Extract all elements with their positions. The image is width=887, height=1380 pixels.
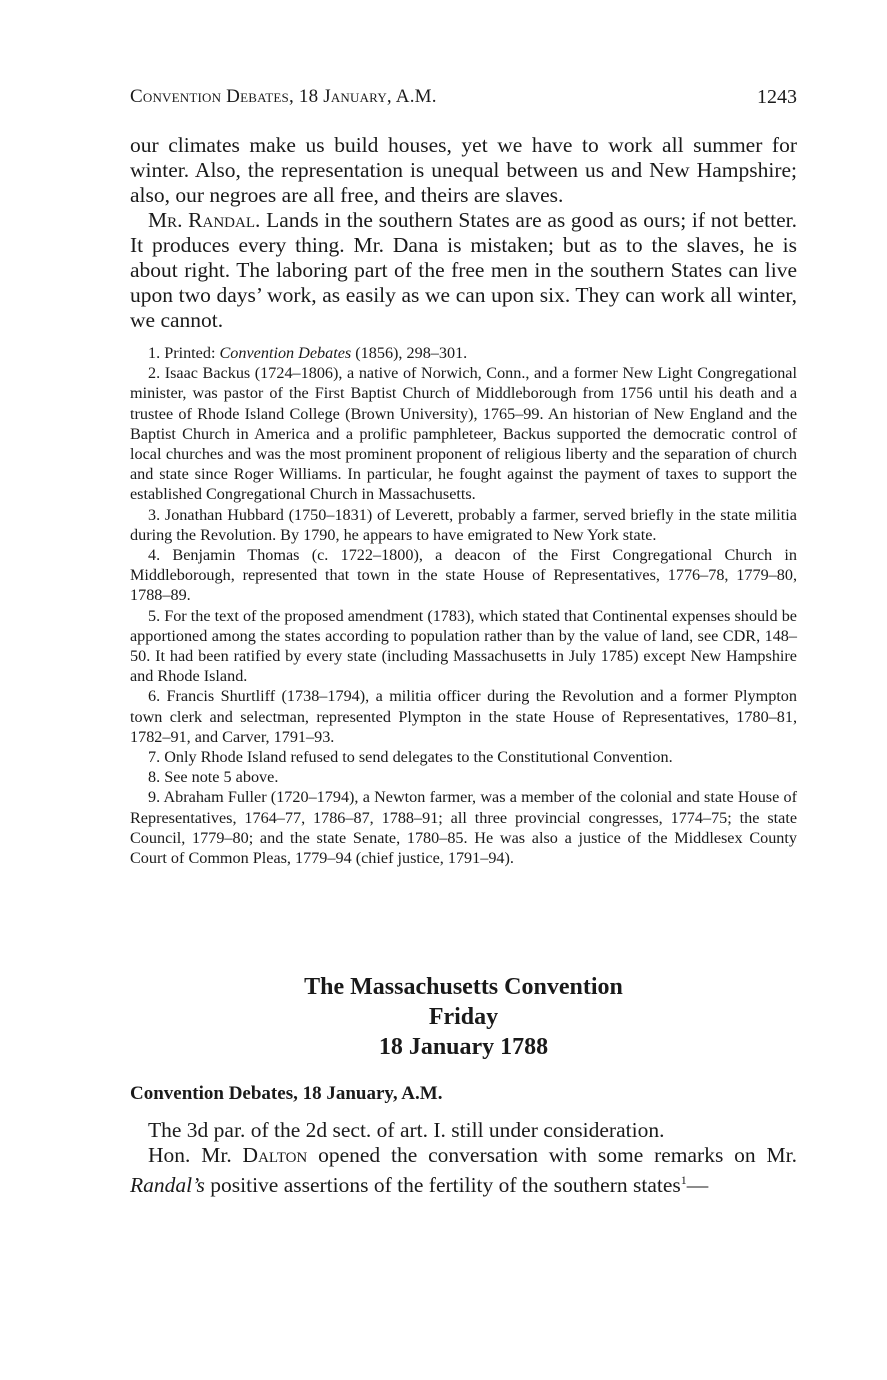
paragraph-consideration: The 3d par. of the 2d sect. of art. I. still under consideration. <box>148 1118 665 1142</box>
top-body-text <box>130 133 797 333</box>
dalton-text: opened the conversation with some remarks on Mr. <box>307 1143 797 1167</box>
randal-name: Randal’s <box>130 1173 205 1198</box>
em-dash: — <box>686 1173 709 1198</box>
footnote-6: 6. Francis Shurtliff (1738–1794), a militia officer during the Revolution and a former Plympton town clerk and selectman, represented Plympton in the state House of Representatives, 1780–81, 1782–91, and Carver, 1791–93. <box>130 687 797 746</box>
footnote-3: 3. Jonathan Hubbard (1750–1831) of Leverett, probably a farmer, served briefly in the state militia during the Revolution. By 1790, he appears to have emigrated to New York state. <box>130 505 797 544</box>
paragraph-continuation: our climates make us build houses, yet we have to work all summer for winter. Also, the representation is unequal between us and New Hampshire; also, our negroes are all free, and theirs are slaves. <box>130 133 797 207</box>
speech-text: Lands in the southern States are as good as ours; if not better. It produces every thing. Mr. Dana is mistaken; but as to the slaves, he is about right. The laboring part of the free men in the southern States can live upon two days’ work, as easily as we can upon six. They can work all winter, we cannot. <box>130 208 797 332</box>
running-header <box>130 86 797 108</box>
dalton-prefix: Hon. Mr. <box>148 1143 243 1167</box>
footnote-2: 2. Isaac Backus (1724–1806), a native of Norwich, Conn., and a former New Light Congregational minister, was pastor of the First Baptist Church of Middleborough from 1756 until his death and a trustee of Rhode Island College (Brown University), 1765–99. An historian of New England and the Baptist Church in America and a prolific pamphleteer, Backus supported the democratic control of local churches and was the most prominent proponent of religious liberty and the separation of church and state since Roger Williams. In particular, he fought against the payment of taxes to support the established Congregational Church in Massachusetts. <box>130 364 797 504</box>
footnote-4: 4. Benjamin Thomas (c. 1722–1800), a deacon of the First Congregational Church in Middleborough, represented that town in the state House of Representatives, 1776–78, 1779–80, 1788–89. <box>130 546 797 605</box>
section-title-line-2: Friday <box>428 1004 499 1030</box>
bottom-body-text <box>130 1118 797 1198</box>
paragraph-randal <box>130 208 797 333</box>
footnote-1-prefix: 1. Printed: <box>148 344 220 362</box>
running-head-title: Convention Debates <box>130 86 289 107</box>
running-head-month: January <box>323 86 387 107</box>
dalton-text-cont: positive assertions of the fertility of the southern states <box>204 1173 681 1198</box>
speaker-name: Mr. Randal. <box>148 208 261 232</box>
footnote-1-title: Convention Debates <box>219 344 352 362</box>
footnote-marker: 1 <box>680 1173 687 1187</box>
footnote-8: 8. See note 5 above. <box>148 768 279 787</box>
page-number: 1243 <box>757 86 797 108</box>
running-head-session: , A.M. <box>386 86 437 107</box>
footnote-9: 9. Abraham Fuller (1720–1794), a Newton farmer, was a member of the colonial and state House of Representatives, 1764–77, 1786–87, 1788–91; all three provincial congresses, 1774–75; the state Council, 1779–80; and the state Senate, 1780–85. He was also a justice of the Middlesex County Court of Common Pleas, 1779–94 (chief justice, 1791–94). <box>130 788 797 868</box>
section-subheading: Convention Debates, 18 January, A.M. <box>130 1083 443 1104</box>
speaker-name: Dalton <box>242 1143 308 1167</box>
section-title-line-1: The Massachusetts Convention <box>304 974 623 1000</box>
footnote-1-suffix: (1856), 298–301. <box>351 344 468 362</box>
section-title <box>130 972 797 1062</box>
running-head-date: , 18 <box>288 86 324 107</box>
footnote-1 <box>130 343 797 363</box>
section-title-line-3: 18 January 1788 <box>378 1034 549 1060</box>
paragraph-dalton <box>130 1143 797 1198</box>
footnote-7: 7. Only Rhode Island refused to send delegates to the Constitutional Convention. <box>148 748 673 767</box>
footnotes <box>130 343 797 868</box>
footnote-5: 5. For the text of the proposed amendment (1783), which stated that Continental expenses should be apportioned among the states according to population rather than by the value of land, see CDR, 148–50. It had been ratified by every state (including Massachusetts in July 1785) except New Hampshire and Rhode Island. <box>130 606 797 686</box>
running-head <box>130 86 437 108</box>
